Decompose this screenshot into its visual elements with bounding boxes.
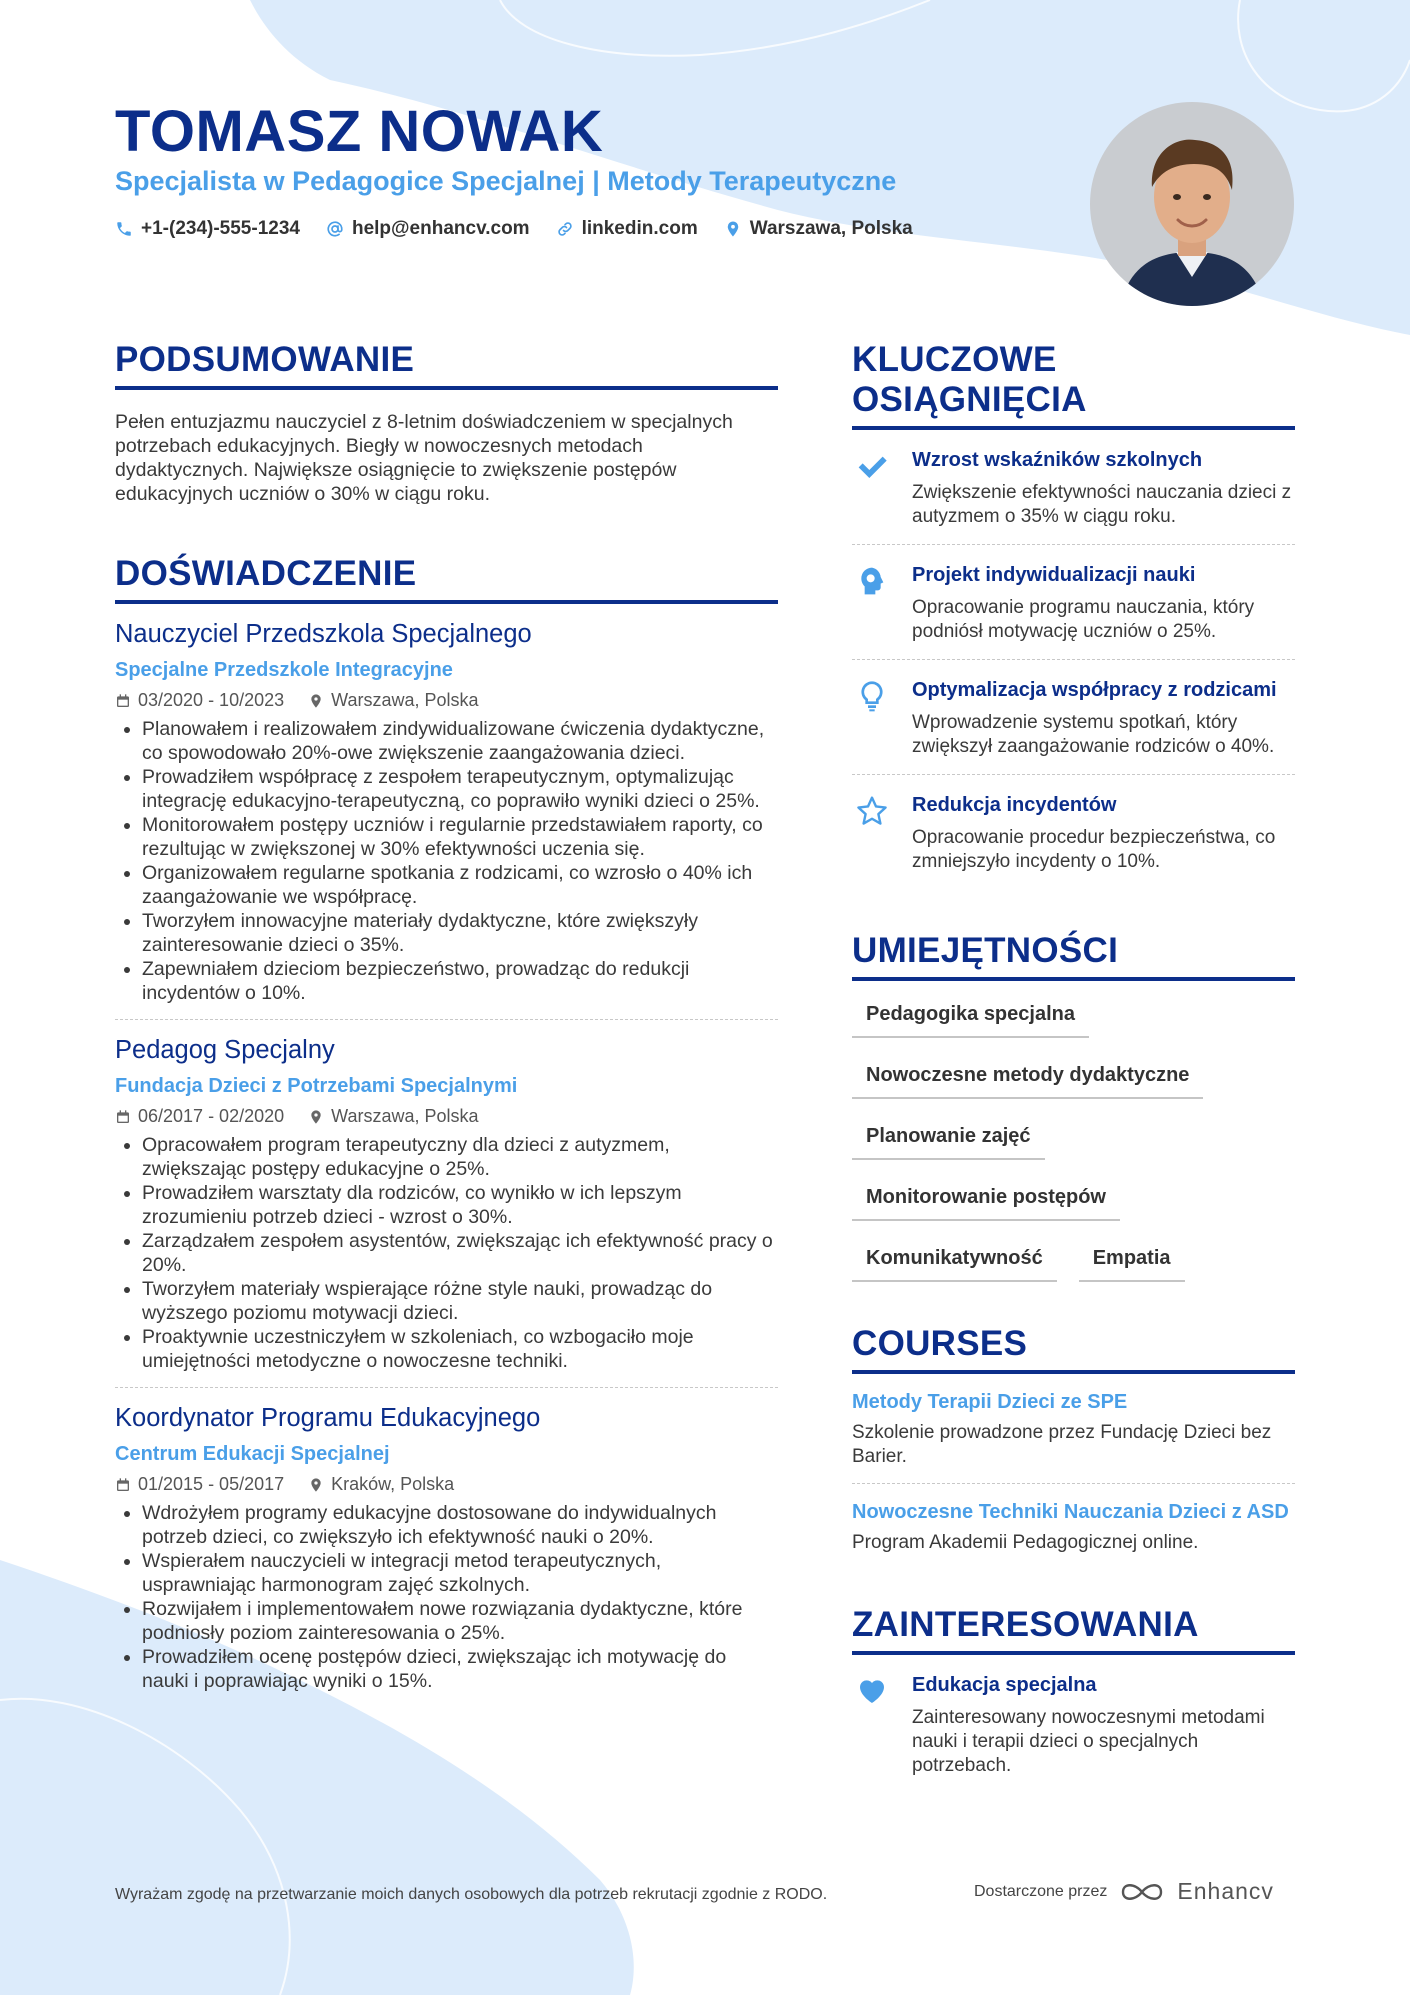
summary-heading: PODSUMOWANIE: [115, 340, 778, 390]
achievement-desc: Opracowanie programu nauczania, który podniósł motywację uczniów o 25%.: [912, 597, 1255, 642]
bullet-item: • Zapewniałem dzieciom bezpieczeństwo, prowadząc do redukcji incydentów o 10%.: [142, 957, 778, 1005]
courses-heading: COURSES: [852, 1324, 1295, 1374]
candidate-name: TOMASZ NOWAK: [115, 99, 604, 164]
bullet-item: • Wspierałem nauczycieli w integracji metod terapeutycznych, usprawniając harmonogram zajęć szkolnych.: [142, 1549, 778, 1597]
job-company: Specjalne Przedszkole Integracyjne: [115, 659, 453, 681]
bullet-item: • Monitorowałem postępy uczniów i regularnie przedstawiałem raporty, co rezultując w zwiększonej w 30% efektywności uczenia się.: [142, 813, 778, 861]
bullet-item: • Zarządzałem zespołem asystentów, zwiększając ich efektywność pracy o 20%.: [142, 1229, 778, 1277]
job-title: Pedagog Specjalny: [115, 1036, 335, 1064]
course-item: [852, 1484, 1295, 1569]
job-dates: [115, 1106, 284, 1127]
achievement-desc: Zwiększenie efektywności nauczania dzieci z autyzmem o 35% w ciągu roku.: [912, 482, 1292, 527]
job-company: Fundacja Dzieci z Potrzebami Specjalnymi: [115, 1075, 518, 1097]
bullet-item: • Organizowałem regularne spotkania z rodzicami, co wzrosło o 40% ich zaangażowanie we współpracę.: [142, 861, 778, 909]
course-desc: Szkolenie prowadzone przez Fundację Dzieci bez Barier.: [852, 1422, 1272, 1467]
skill-tag: Monitorowanie postępów: [852, 1176, 1120, 1221]
job-company: Centrum Edukacji Specjalnej: [115, 1443, 390, 1465]
linkedin-text: linkedin.com: [581, 218, 698, 239]
profile-photo: [1090, 102, 1294, 306]
heart-icon: [856, 1675, 888, 1707]
location-pin-icon: [308, 1109, 324, 1125]
achievement-item: [852, 545, 1295, 660]
course-title: Nowoczesne Techniki Nauczania Dzieci z ASD: [852, 1501, 1289, 1523]
achievement-title: Wzrost wskaźników szkolnych: [912, 449, 1203, 471]
check-icon: [856, 450, 888, 482]
skills-heading: UMIEJĘTNOŚCI: [852, 931, 1295, 981]
job-meta: [115, 1474, 778, 1495]
job-entry: [115, 1388, 778, 1707]
phone-icon: [115, 220, 133, 238]
right-column: [852, 340, 1295, 1793]
enhancv-logo-icon: [1119, 1879, 1165, 1905]
left-column: [115, 340, 778, 1707]
achievement-item: [852, 430, 1295, 545]
job-bullets: [115, 1501, 778, 1693]
avatar: [1090, 102, 1294, 306]
contact-phone[interactable]: [115, 218, 300, 240]
job-title: Koordynator Programu Edukacyjnego: [115, 1404, 541, 1432]
powered-by[interactable]: [974, 1878, 1274, 1905]
skill-tag: Planowanie zajęć: [852, 1115, 1045, 1160]
job-title: Nauczyciel Przedszkola Specjalnego: [115, 620, 532, 648]
bullet-item: • Tworzyłem materiały wspierające różne style nauki, prowadząc do wyższego poziomu motywacji dzieci.: [142, 1277, 778, 1325]
contact-linkedin[interactable]: [556, 218, 698, 240]
achievement-desc: Opracowanie procedur bezpieczeństwa, co zmniejszyło incydenty o 10%.: [912, 827, 1276, 872]
job-location-text: Warszawa, Polska: [331, 1106, 479, 1126]
job-location: [308, 1106, 478, 1127]
job-dates-text: 06/2017 - 02/2020: [138, 1106, 285, 1126]
bullet-item: • Prowadziłem ocenę postępów dzieci, zwiększając ich motywację do nauki i poprawiając wyniki o 15%.: [142, 1645, 778, 1693]
bullet-item: • Wdrożyłem programy edukacyjne dostosowane do indywidualnych potrzeb dzieci, co zwiększyło ich efektywność nauki o 20%.: [142, 1501, 778, 1549]
interests-heading: ZAINTERESOWANIA: [852, 1605, 1295, 1655]
achievement-title: Projekt indywidualizacji nauki: [912, 564, 1196, 586]
experience-heading: DOŚWIADCZENIE: [115, 554, 778, 604]
location-pin-icon: [724, 220, 742, 238]
job-dates-text: 03/2020 - 10/2023: [138, 690, 285, 710]
link-icon: [556, 220, 574, 238]
job-dates: [115, 1474, 284, 1495]
skill-tag: Nowoczesne metody dydaktyczne: [852, 1054, 1203, 1099]
contact-email[interactable]: [326, 218, 530, 240]
bullet-item: • Planowałem i realizowałem zindywidualizowane ćwiczenia dydaktyczne, co spowodowało 20%-owe zwiększenie zaangażowania dzieci.: [142, 717, 778, 765]
calendar-icon: [115, 1477, 131, 1493]
course-desc: Program Akademii Pedagogicznej online.: [852, 1532, 1199, 1553]
bullet-item: • Prowadziłem warsztaty dla rodziców, co wynikło w ich lepszym zrozumieniu potrzeb dzieci - wzrost o 30%.: [142, 1181, 778, 1229]
location-pin-icon: [308, 693, 324, 709]
contact-location: [724, 218, 913, 240]
bullet-item: • Tworzyłem innowacyjne materiały dydaktyczne, które zwiększyły zainteresowanie dzieci o 35%.: [142, 909, 778, 957]
consent-note: Wyrażam zgodę na przetwarzanie moich danych osobowych dla potrzeb rekrutacji zgodnie z RODO.: [115, 1886, 828, 1903]
star-icon: [856, 795, 888, 827]
bullet-item: • Proaktywnie uczestniczyłem w szkoleniach, co wzbogaciło moje umiejętności metodyczne o nowoczesne techniki.: [142, 1325, 778, 1373]
job-meta: [115, 690, 778, 711]
summary-text: Pełen entuzjazmu nauczyciel z 8-letnim doświadczeniem w specjalnych potrzebach edukacyjnych. Biegły w nowoczesnych metodach dydaktycznych. Największe osiągnięcie to zwiększenie postępów edukacyjnych uczniów o 30% w ciągu roku.: [115, 411, 733, 505]
brand-name: Enhancv: [1177, 1878, 1274, 1904]
phone-text: +1-(234)-555-1234: [141, 218, 300, 239]
job-dates: [115, 690, 284, 711]
interest-desc: Zainteresowany nowoczesnymi metodami nauki i terapii dzieci o specjalnych potrzebach.: [912, 1707, 1265, 1776]
bullet-item: • Prowadziłem współpracę z zespołem terapeutycznym, optymalizując integrację edukacyjno-terapeutyczną, co poprawiło wyniki dzieci o 25%.: [142, 765, 778, 813]
location-text: Warszawa, Polska: [749, 218, 913, 239]
email-text: help@enhancv.com: [351, 218, 530, 239]
job-location-text: Warszawa, Polska: [331, 690, 479, 710]
achievement-title: Redukcja incydentów: [912, 794, 1117, 816]
job-location: [308, 690, 478, 711]
job-entry: [115, 604, 778, 1020]
job-meta: [115, 1106, 778, 1127]
location-pin-icon: [308, 1477, 324, 1493]
achievement-desc: Wprowadzenie systemu spotkań, który zwiększył zaangażowanie rodziców o 40%.: [912, 712, 1275, 757]
achievement-item: [852, 660, 1295, 775]
powered-by-label: Dostarczone przez: [974, 1882, 1108, 1900]
job-dates-text: 01/2015 - 05/2017: [138, 1474, 285, 1494]
course-title: Metody Terapii Dzieci ze SPE: [852, 1391, 1128, 1413]
skill-tag: Komunikatywność: [852, 1237, 1057, 1282]
interest-title: Edukacja specjalna: [912, 1674, 1097, 1696]
lightbulb-icon: [856, 680, 888, 712]
interest-item: [852, 1655, 1295, 1793]
candidate-subtitle: Specjalista w Pedagogice Specjalnej | Metody Terapeutyczne: [115, 166, 897, 196]
job-bullets: [115, 717, 778, 1005]
achievements-heading: KLUCZOWE OSIĄGNIĘCIA: [852, 340, 1295, 430]
job-location: [308, 1474, 454, 1495]
course-item: [852, 1374, 1295, 1484]
bullet-item: • Rozwijałem i implementowałem nowe rozwiązania dydaktyczne, które podniosły poziom zainteresowania o 25%.: [142, 1597, 778, 1645]
head-icon: [856, 565, 888, 597]
calendar-icon: [115, 693, 131, 709]
contact-bar: [115, 218, 913, 240]
skill-tag: Pedagogika specjalna: [852, 993, 1089, 1038]
skill-tag: Empatia: [1079, 1237, 1185, 1282]
calendar-icon: [115, 1109, 131, 1125]
job-location-text: Kraków, Polska: [331, 1474, 455, 1494]
job-bullets: [115, 1133, 778, 1373]
job-entry: [115, 1020, 778, 1388]
achievement-item: [852, 775, 1295, 889]
achievement-title: Optymalizacja współpracy z rodzicami: [912, 679, 1277, 701]
skills-list: [852, 993, 1295, 1294]
bullet-item: • Opracowałem program terapeutyczny dla dzieci z autyzmem, zwiększając postępy edukacyjne o 25%.: [142, 1133, 778, 1181]
at-icon: [326, 220, 344, 238]
